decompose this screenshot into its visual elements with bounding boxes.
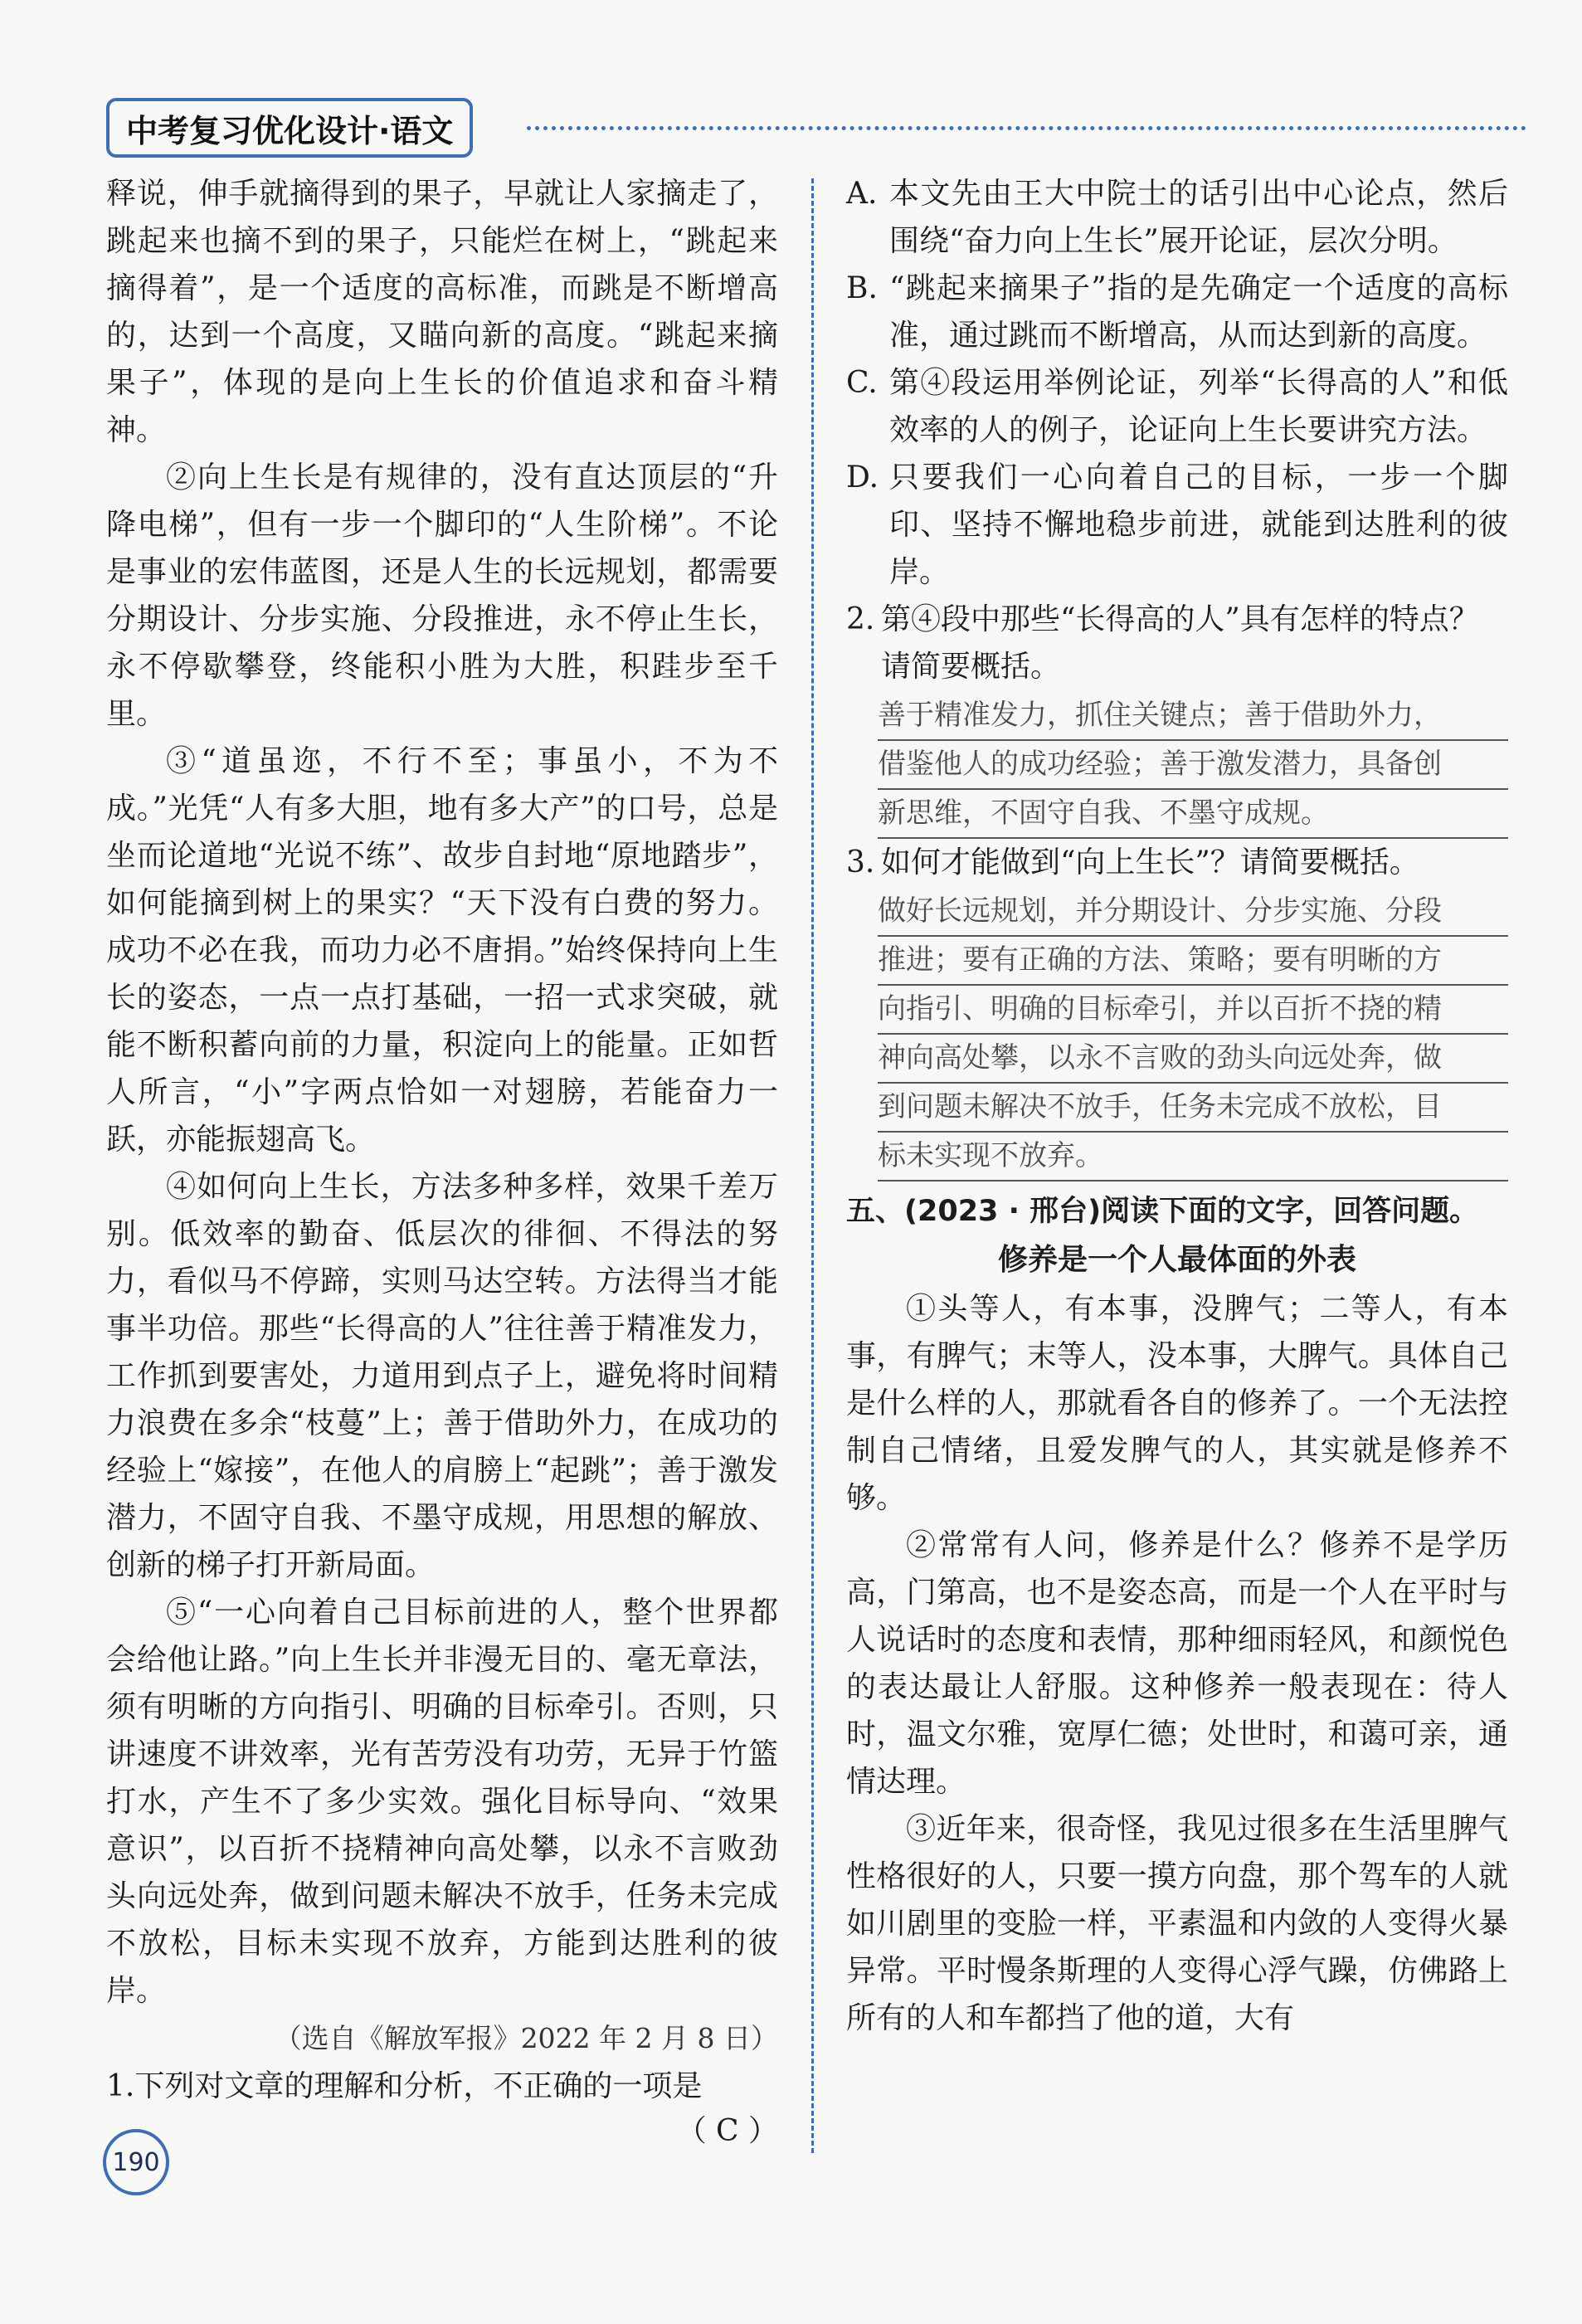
question-1: 1.下列对文章的理解和分析，不正确的一项是	[106, 2069, 703, 2103]
option-label: C.	[846, 366, 878, 400]
option-text: 第④段运用举例论证，列举“长得高的人”和低效率的人的例子，论证向上生长要讲究方法。	[889, 366, 1508, 447]
question-text: 第④段中那些“长得高的人”具有怎样的特点？请简要概括。	[881, 602, 1479, 684]
article-source: （选自《解放军报》2022 年 2 月 8 日）	[274, 2022, 778, 2054]
option-text: “跳起来摘果子”指的是先确定一个适度的高标准，通过跳而不断增高，从而达到新的高度。	[889, 271, 1508, 353]
answer-line: 做好长远规划，并分期设计、分步实施、分段	[878, 888, 1508, 937]
article2-paragraph-2: ②常常有人问，修养是什么？修养不是学历高，门第高，也不是姿态高，而是一个人在平时与人说话时的态度和表情，那种细雨轻风，和颜悦色的表达最让人舒服。这种修养一般表现在：待人时，温文尔雅，宽厚仁德；处世时，和蔼可亲，通情达理。	[846, 1528, 1508, 1799]
section-5-heading: 五、(2023 · 邢台)阅读下面的文字，回答问题。	[846, 1195, 1479, 1228]
option-b	[846, 265, 1508, 359]
answer-line: 神向高处攀，以永不言败的劲头向远处奔，做	[878, 1035, 1508, 1084]
column-divider	[811, 178, 814, 2153]
question-3	[846, 839, 1508, 886]
article-paragraph-2: ②向上生长是有规律的，没有直达顶层的“升降电梯”，但有一步一个脚印的“人生阶梯”。不论是事业的宏伟蓝图，还是人生的长远规划，都需要分期设计、分步实施、分段推进，永不停止生长，永不停歇攀登，终能积小胜为大胜，积跬步至千里。	[106, 460, 778, 731]
option-text: 只要我们一心向着自己的目标，一步一个脚印、坚持不懈地稳步前进，就能到达胜利的彼岸。	[889, 460, 1508, 589]
option-label: B.	[846, 271, 878, 305]
question-2	[846, 596, 1508, 690]
answer-line: 善于精准发力，抓住关键点；善于借助外力，	[878, 692, 1508, 741]
article2-paragraph-3: ③近年来，很奇怪，我见过很多在生活里脾气性格很好的人，只要一摸方向盘，那个驾车的人就如川剧里的变脸一样，平素温和内敛的人变得火暴异常。平时慢条斯理的人变得心浮气躁，仿佛路上所有的人和车都挡了他的道，大有	[846, 1812, 1508, 2035]
option-label: D.	[846, 460, 879, 495]
article-paragraph-5: ⑤“一心向着自己目标前进的人，整个世界都会给他让路。”向上生长并非漫无目的、毫无章法，须有明晰的方向指引、明确的目标牵引。否则，只讲速度不讲效率，光有苦劳没有功劳，无异于竹篮打水，产生不了多少实效。强化目标导向、“效果意识”，以百折不挠精神向高处攀，以永不言败劲头向远处奔，做到问题未解决不放手，任务未完成不放松，目标未实现不放弃，方能到达胜利的彼岸。	[106, 1596, 778, 2008]
article2-paragraph-1: ①头等人，有本事，没脾气；二等人，有本事，有脾气；末等人，没本事，大脾气。具体自己是什么样的人，那就看各自的修养了。一个无法控制自己情绪，且爱发脾气的人，其实就是修养不够。	[846, 1292, 1508, 1515]
answer-line: 借鉴他人的成功经验；善于激发潜力，具备创	[878, 741, 1508, 790]
book-title-header: 中考复习优化设计·语文	[106, 98, 473, 158]
option-d	[846, 454, 1508, 596]
answer-line: 到问题未解决不放手，任务未完成不放松，目	[878, 1084, 1508, 1133]
option-label: A.	[846, 177, 878, 211]
answer-line: 向指引、明确的目标牵引，并以百折不挠的精	[878, 986, 1508, 1035]
article-paragraph-4: ④如何向上生长，方法多种多样，效果千差万别。低效率的勤奋、低层次的徘徊、不得法的努力，看似马不停蹄，实则马达空转。方法得当才能事半功倍。那些“长得高的人”往往善于精准发力，工作抓到要害处，力道用到点子上，避免将时间精力浪费在多余“枝蔓”上；善于借助外力，在成功的经验上“嫁接”，在他人的肩膀上“起跳”；善于激发潜力，不固守自我、不墨守成规，用思想的解放、创新的梯子打开新局面。	[106, 1170, 778, 1582]
article-paragraph-continued: 释说，伸手就摘得到的果子，早就让人家摘走了，跳起来也摘不到的果子，只能烂在树上，“跳起来摘得着”，是一个适度的高标准，而跳是不断增高的，达到一个高度，又瞄向新的高度。“跳起来摘果子”，体现的是向上生长的价值追求和奋斗精神。	[106, 177, 778, 447]
answer-line: 标未实现不放弃。	[878, 1133, 1508, 1181]
option-c	[846, 359, 1508, 454]
page-number: 190	[103, 2129, 169, 2195]
question-2-answer	[878, 692, 1508, 839]
answer-line: 推进；要有正确的方法、策略；要有明晰的方	[878, 937, 1508, 986]
right-column	[846, 170, 1508, 2042]
question-number: 2.	[846, 602, 875, 636]
question-text: 如何才能做到“向上生长”？请简要概括。	[881, 845, 1419, 879]
answer-line: 新思维，不固守自我、不墨守成规。	[878, 790, 1508, 839]
question-1-answer: （ C ）	[676, 2114, 778, 2148]
option-a	[846, 170, 1508, 265]
option-text: 本文先由王大中院士的话引出中心论点，然后围绕“奋力向上生长”展开论证，层次分明。	[889, 177, 1508, 258]
header-dotted-rule	[527, 126, 1526, 130]
question-3-answer	[878, 888, 1508, 1181]
article-title: 修养是一个人最体面的外表	[997, 1243, 1356, 1277]
question-number: 3.	[846, 845, 875, 879]
left-column	[106, 170, 778, 2153]
article-paragraph-3: ③“道虽迩，不行不至；事虽小，不为不成。”光凭“人有多大胆，地有多大产”的口号，总是坐而论道地“光说不练”、故步自封地“原地踏步”，如何能摘到树上的果实？“天下没有白费的努力。成功不必在我，而功力必不唐捐。”始终保持向上生长的姿态，一点一点打基础，一招一式求突破，就能不断积蓄向前的力量，积淀向上的能量。正如哲人所言，“小”字两点恰如一对翅膀，若能奋力一跃，亦能振翅高飞。	[106, 744, 778, 1157]
